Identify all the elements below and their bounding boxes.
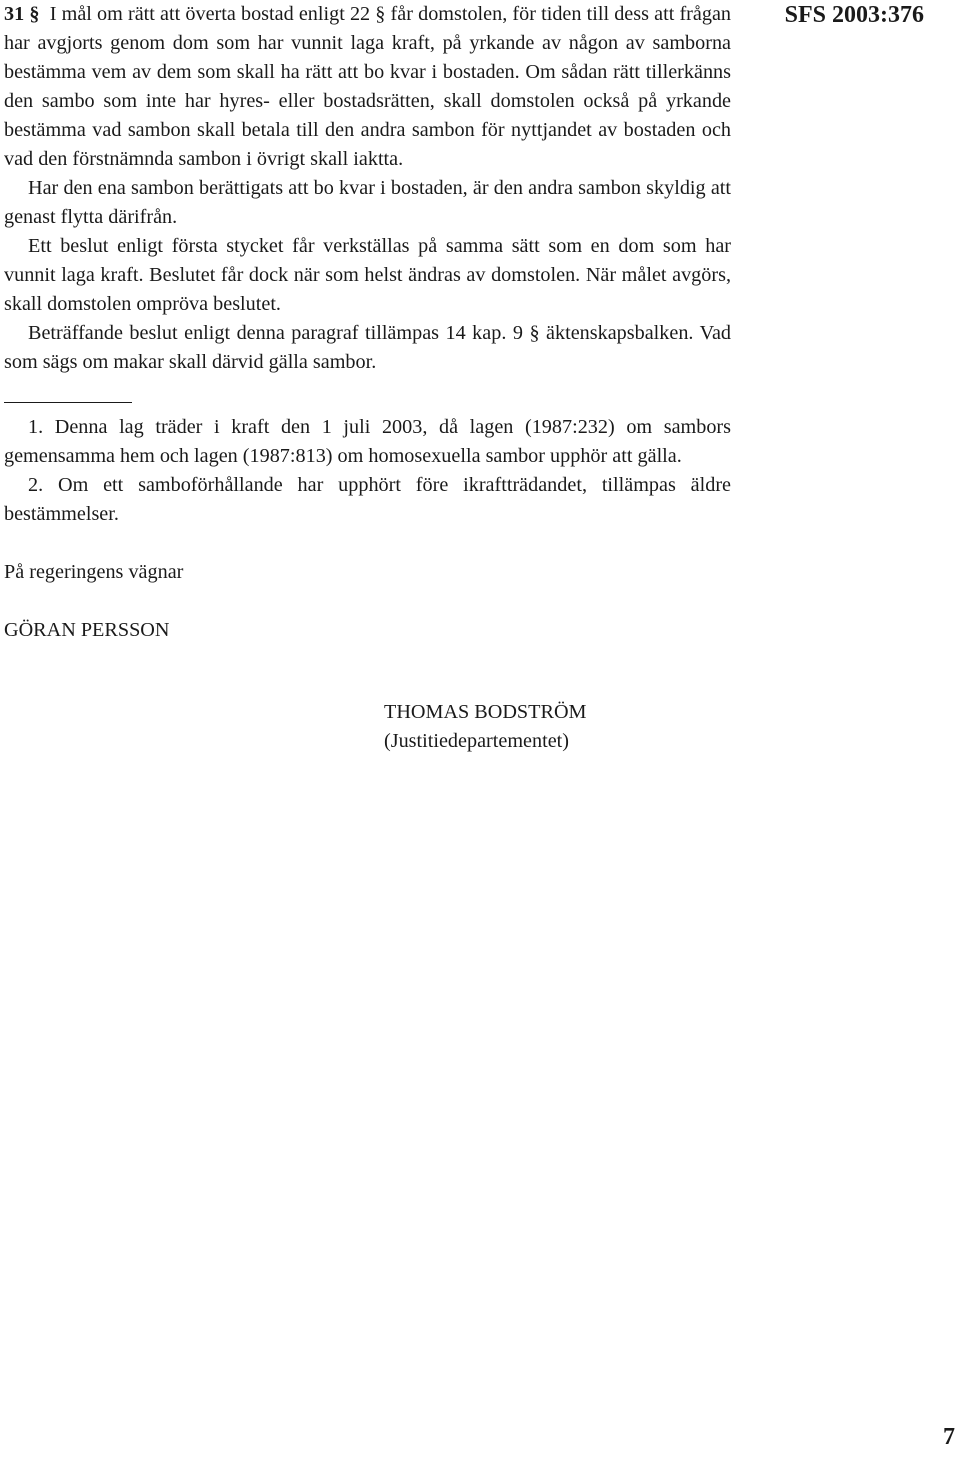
transitional-item-2 <box>4 471 731 529</box>
closing-formula: På regeringens vägnar <box>4 561 184 583</box>
transitional-item-text: Om ett samboförhållande har upphört före ikraftträdandet, tillämpas äldre bestämmelser. <box>4 474 732 525</box>
secondary-signatory-block <box>384 698 586 756</box>
transitional-item-number: 1. <box>28 416 44 438</box>
transitional-item-number: 2. <box>28 474 44 496</box>
section-number: 31 § <box>4 3 40 25</box>
transitional-item-1 <box>4 413 731 471</box>
section-31-paragraph-2: Har den ena sambon berättigats att bo kvar i bostaden, är den andra sambon skyldig att genast flytta därifrån. <box>4 177 731 228</box>
transitional-provisions <box>4 413 731 529</box>
main-column <box>4 0 731 645</box>
section-31-paragraph-3: Ett beslut enligt första stycket får verkställas på samma sätt som en dom som har vunnit laga kraft. Beslutet får dock när som helst ändras av domstolen. När målet avgörs, skall domstolen ompröva beslutet. <box>4 235 731 315</box>
section-divider <box>4 402 132 403</box>
department-name: (Justitiedepartementet) <box>384 730 569 752</box>
section-31-paragraph-1 <box>4 0 731 174</box>
sfs-reference: SFS 2003:376 <box>784 2 924 28</box>
primary-signatory: GÖRAN PERSSON <box>4 619 170 641</box>
paragraph-text: I mål om rätt att överta bostad enligt 22 § får domstolen, för tiden till dess att frågan har avgjorts genom dom som har vunnit laga kraft, på yrkande av någon av samborna bestämma vem av dem som skall ha rätt att bo kvar i bostaden. Om sådan rätt tillerkänns den sambo som inte har hyres- eller bostadsrätten, skall domstolen också på yrkande bestämma vad sambon skall betala till den andra sambon för nyttjandet av bostaden och vad den förstnämnda sambon i övrigt skall iaktta. <box>4 3 732 170</box>
page-number: 7 <box>943 1424 955 1450</box>
secondary-signatory: THOMAS BODSTRÖM <box>384 701 587 723</box>
section-31-paragraph-4: Beträffande beslut enligt denna paragraf tillämpas 14 kap. 9 § äktenskapsbalken. Vad som sägs om makar skall därvid gälla sambor. <box>4 322 731 373</box>
transitional-item-text: Denna lag träder i kraft den 1 juli 2003, då lagen (1987:232) om sambors gemensamma hem och lagen (1987:813) om homosexuella sambor upphör att gälla. <box>4 416 732 467</box>
